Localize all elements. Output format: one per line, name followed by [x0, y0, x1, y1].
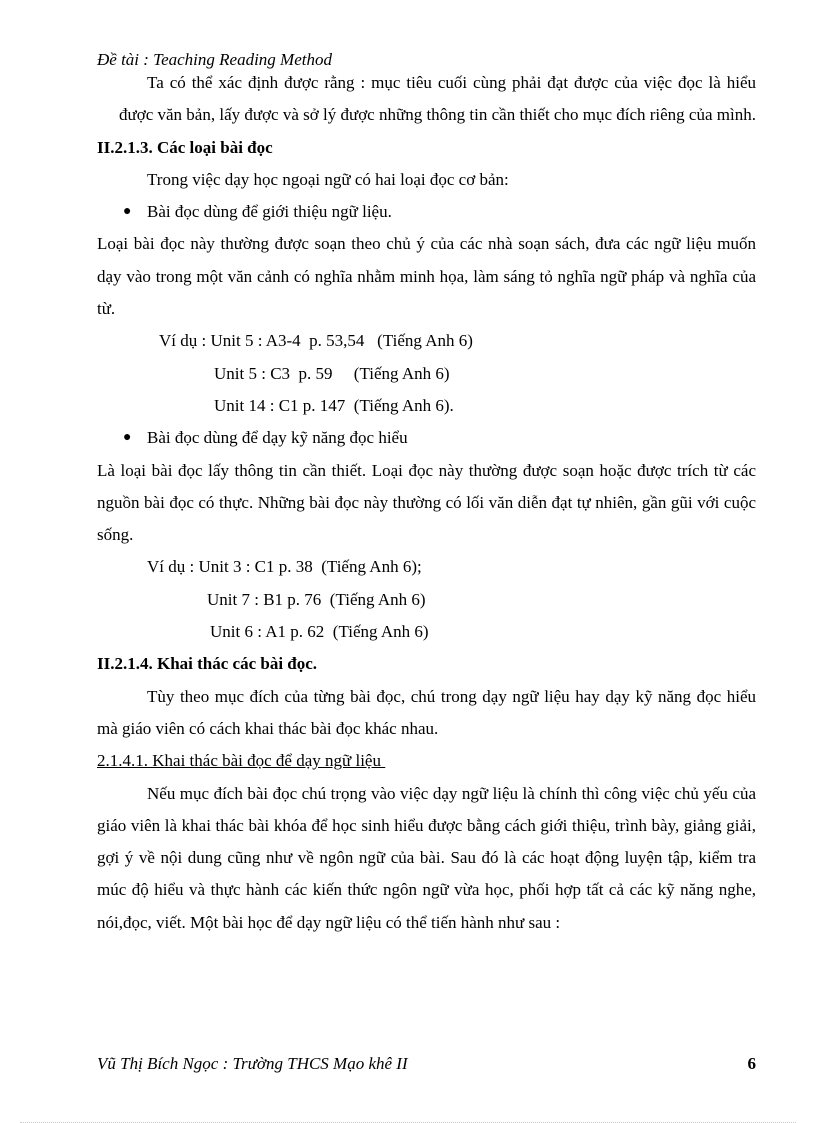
bullet-item-reading-skills	[97, 422, 756, 454]
example-line: Unit 5 : C3 p. 59 (Tiếng Anh 6)	[214, 363, 450, 383]
exploitation-paragraph: Tùy theo mục đích của từng bài đọc, chú trong dạy ngữ liệu hay dạy kỹ năng đọc hiểu mà giáo viên có cách khai thác bài đọc khác nhau.	[97, 686, 756, 738]
document-body	[97, 67, 756, 939]
example-line: Unit 14 : C1 p. 147 (Tiếng Anh 6).	[214, 395, 454, 415]
intro-paragraph: Ta có thể xác định được rằng : mục tiêu cuối cùng phải đạt được của việc đọc là hiểu được văn bản, lấy được và sở lý được những thông tin cần thiết cho mục đích riêng của mình.	[119, 73, 756, 125]
bullet-icon: ●	[123, 430, 132, 446]
example-line: Unit 6 : A1 p. 62 (Tiếng Anh 6)	[210, 622, 429, 642]
bullet-icon: ●	[123, 204, 132, 220]
page-number: 6	[747, 1054, 756, 1073]
example-line: Ví dụ : Unit 3 : C1 p. 38 (Tiếng Anh 6);	[147, 557, 422, 577]
example-line: Unit 7 : B1 p. 76 (Tiếng Anh 6)	[207, 589, 426, 609]
bullet-text: Bài đọc dùng để giới thiệu ngữ liệu.	[147, 202, 392, 222]
bullet-item-language	[97, 196, 756, 228]
subsection-heading: 2.1.4.1. Khai thác bài đọc để dạy ngữ liệu	[97, 751, 386, 771]
section-heading-types: II.2.1.3. Các loại bài đọc	[97, 137, 273, 157]
page-header: Đề tài : Teaching Reading Method	[97, 50, 332, 69]
section-heading-exploitation: II.2.1.4. Khai thác các bài đọc.	[97, 654, 318, 674]
language-paragraph: Loại bài đọc này thường được soạn theo chủ ý của các nhà soạn sách, đưa các ngữ liệu muốn dạy vào trong một văn cảnh có nghĩa nhằm minh họa, làm sáng tỏ nghĩa ngữ pháp và nghĩa của từ.	[97, 234, 756, 319]
example-line: Ví dụ : Unit 5 : A3-4 p. 53,54 (Tiếng Anh 6)	[159, 331, 473, 351]
types-intro-paragraph: Trong việc dạy học ngoại ngữ có hai loại đọc cơ bản:	[147, 169, 509, 189]
language-teaching-paragraph: Nếu mục đích bài đọc chú trọng vào việc dạy ngữ liệu là chính thì công việc chủ yếu của giáo viên là khai thác bài khóa để học sinh hiểu được bằng cách giới thiệu, trình bày, giảng giải, gợi ý về nội dung cũng như về ngôn ngữ của bài. Sau đó là các hoạt động luyện tập, kiểm tra múc độ hiểu và thực hành các kiến thức ngôn ngữ vừa học, phối hợp tất cả các kỹ năng nghe, nói,đọc, viết. Một bài học để dạy ngữ liệu có thể tiến hành như sau :	[97, 783, 756, 932]
reading-skills-paragraph: Là loại bài đọc lấy thông tin cần thiết. Loại đọc này thường được soạn hoặc được trích từ các nguồn bài đọc có thực. Những bài đọc này thường có lối văn diễn đạt tự nhiên, gần gũi với cuộc sống.	[97, 460, 756, 545]
footer-author: Vũ Thị Bích Ngọc : Trường THCS Mạo khê II	[97, 1054, 408, 1073]
bullet-text: Bài đọc dùng để dạy kỹ năng đọc hiểu	[147, 428, 408, 448]
